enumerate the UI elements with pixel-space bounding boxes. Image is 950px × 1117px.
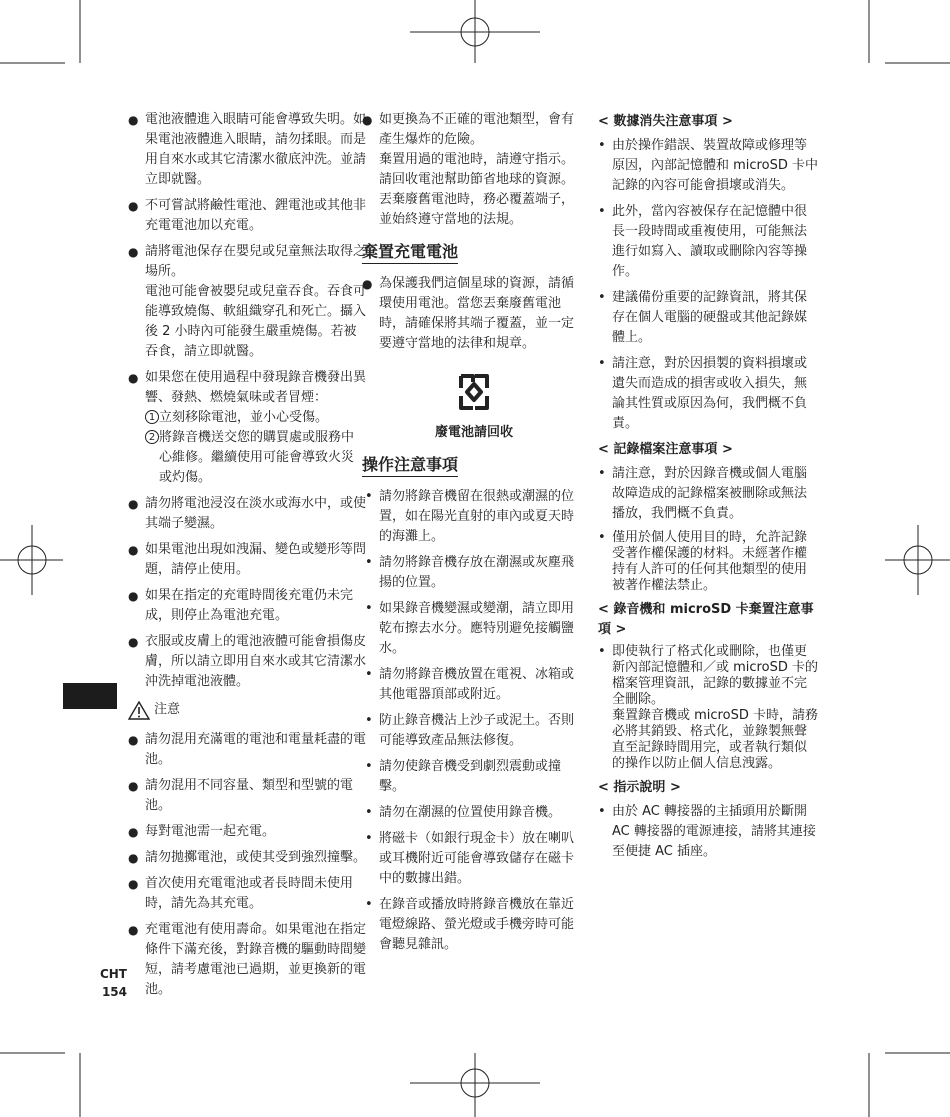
list-item: ● 請勿拋擲電池，或使其受到強烈撞擊。	[128, 848, 366, 868]
page-footer	[97, 965, 127, 1001]
data-loss-heading: < 數據消失注意事項 >	[598, 114, 733, 129]
list-item: • 防止錄音機沾上沙子或泥土。否則可能導致產品無法修復。	[362, 711, 586, 751]
list-item: ● 如果在指定的充電時間後充電仍未完成，則停止為電池充電。	[128, 586, 366, 626]
list-item: • 請勿將錄音機存放在潮濕或灰塵飛揚的位置。	[362, 553, 586, 593]
list-item-disposal	[598, 644, 818, 772]
indicator-heading: < 指示說明 >	[598, 780, 681, 795]
step-number: 1	[145, 410, 159, 424]
disposal-detail: 棄置錄音機或 microSD 卡時，請務必將其銷毀、格式化，並錄製無聲直至記錄時間用完，或者執行類似的操作以防止個人信息洩露。	[612, 708, 818, 771]
step-text: 立刻移除電池，並小心受傷。	[159, 410, 329, 425]
caution-label: 注意	[154, 702, 181, 717]
list-item: ● 不可嘗試將鹼性電池、鋰電池或其他非充電電池加以充電。	[128, 196, 366, 236]
keep-away-main: ● 請將電池保存在嬰兒或兒童無法取得之場所。	[145, 244, 367, 279]
recycle-label: 廢電池請回收	[434, 425, 513, 440]
abnormal-main: ● 如果您在使用過程中發現錄音機發出異響、發熱、燃燒氣味或者冒煙：	[145, 370, 367, 405]
list-item: ● 如果電池出現如洩漏、變色或變形等問題，請停止使用。	[128, 540, 366, 580]
list-item: • 請注意，對於因錄音機或個人電腦故障造成的記錄檔案被刪除或無法播放，我們概不負責。	[598, 464, 818, 524]
section-tab	[63, 683, 117, 709]
abnormal-step-1	[145, 408, 366, 428]
disposal-heading: < 錄音機和 microSD 卡棄置注意事項 >	[598, 602, 814, 637]
list-item: • 建議備份重要的記錄資訊，將其保存在個人電腦的硬盤或其他記錄媒體上。	[598, 288, 818, 348]
recording-heading: < 記錄檔案注意事項 >	[598, 442, 733, 457]
list-item-keep-away	[128, 242, 366, 362]
list-item: ● 每對電池需一起充電。	[128, 822, 366, 842]
list-item: • 將磁卡（如銀行現金卡）放在喇叭或耳機附近可能會導致儲存在磁卡中的數據出錯。	[362, 829, 586, 889]
column-2	[362, 110, 586, 961]
battery-recycle-icon	[453, 372, 495, 412]
list-item: • 在錄音或播放時將錄音機放在靠近電燈線路、螢光燈或手機旁時可能會聽見雜訊。	[362, 895, 586, 955]
list-item: ● 充電電池有使用壽命。如果電池在指定條件下滿充後，對錄音機的驅動時間變短，請考慮電池已過期，並更換新的電池。	[128, 920, 366, 1000]
list-item: ● 請勿混用充滿電的電池和電量耗盡的電池。	[128, 730, 366, 770]
warning-triangle-icon	[128, 701, 150, 720]
recycle-block	[362, 372, 586, 419]
list-item-wrong-type	[362, 110, 586, 230]
dispose-heading: 棄置充電電池	[362, 242, 458, 264]
step-number: 2	[145, 430, 159, 444]
step-text: 將錄音機送交您的購買處或服務中心維修。繼續使用可能會導致火災或灼傷。	[159, 430, 355, 485]
list-item: • 此外，當內容被保存在記憶體中很長一段時間或重複使用，可能無法進行如寫入、讀取或刪除內容等操作。	[598, 202, 818, 282]
wrong-type-detail: 棄置用過的電池時，請遵守指示。請回收電池幫助節省地球的資源。丟棄廢舊電池時，務必覆蓋端子，並始終遵守當地的法規。	[379, 152, 575, 227]
list-item: ● 首次使用充電電池或者長時間未使用時，請先為其充電。	[128, 874, 366, 914]
list-item: • 請注意，對於因損製的資料損壞或遺失而造成的損害或收入損失，無論其性質或原因為何，我們概不負責。	[598, 354, 818, 434]
wrong-type-main: ● 如更換為不正確的電池類型，會有產生爆炸的危險。	[379, 112, 575, 147]
disposal-main: • 即使執行了格式化或刪除，也僅更新內部記憶體和／或 microSD 卡的檔案管理資訊，記錄的數據並不完全刪除。	[612, 644, 818, 707]
list-item: ● 請勿將電池浸沒在淡水或海水中，或使其端子變濕。	[128, 494, 366, 534]
list-item: • 由於操作錯誤、裝置故障或修理等原因，內部記憶體和 microSD 卡中記錄的內容可能會損壞或消失。	[598, 136, 818, 196]
keep-away-detail: 電池可能會被嬰兒或兒童吞食。吞食可能導致燒傷、軟組織穿孔和死亡。攝入後 2 小時內可能發生嚴重燒傷。若被吞食，請立即就醫。	[145, 284, 367, 359]
list-item: ● 請勿混用不同容量、類型和型號的電池。	[128, 776, 366, 816]
list-item: • 請勿將錄音機放置在電視、冰箱或其他電器頂部或附近。	[362, 665, 586, 705]
column-1	[128, 110, 366, 1006]
list-item: ● 為保護我們這個星球的資源，請循環使用電池。當您丟棄廢舊電池時，請確保將其端子覆蓋，並一定要遵守當地的法律和規章。	[362, 274, 586, 354]
caution-heading	[128, 700, 366, 720]
list-item-abnormal	[128, 368, 366, 488]
page-number: 154	[101, 985, 127, 999]
list-item: ● 電池液體進入眼睛可能會導致失明。如果電池液體進入眼睛，請勿揉眼。而是用自來水或其它清潔水徹底沖洗。並請立即就醫。	[128, 110, 366, 190]
list-item: • 請勿在潮濕的位置使用錄音機。	[362, 803, 586, 823]
list-item: • 請勿使錄音機受到劇烈震動或撞擊。	[362, 757, 586, 797]
list-item: • 由於 AC 轉接器的主插頭用於斷開 AC 轉接器的電源連接，請將其連接至便捷 AC 插座。	[598, 802, 818, 862]
abnormal-step-2	[145, 428, 366, 488]
operation-heading: 操作注意事項	[362, 455, 458, 477]
language-code: CHT	[99, 967, 127, 981]
column-3	[598, 110, 818, 868]
list-item: • 僅用於個人使用目的時，允許記錄受著作權保護的材料。未經著作權持有人許可的任何其他類型的使用被著作權法禁止。	[598, 530, 818, 594]
list-item: • 請勿將錄音機留在很熱或潮濕的位置，如在陽光直射的車內或夏天時的海灘上。	[362, 487, 586, 547]
list-item: ● 衣服或皮膚上的電池液體可能會損傷皮膚，所以請立即用自來水或其它清潔水沖洗掉電池液體。	[128, 632, 366, 692]
list-item: • 如果錄音機變濕或變潮，請立即用乾布擦去水分。應特別避免接觸鹽水。	[362, 599, 586, 659]
